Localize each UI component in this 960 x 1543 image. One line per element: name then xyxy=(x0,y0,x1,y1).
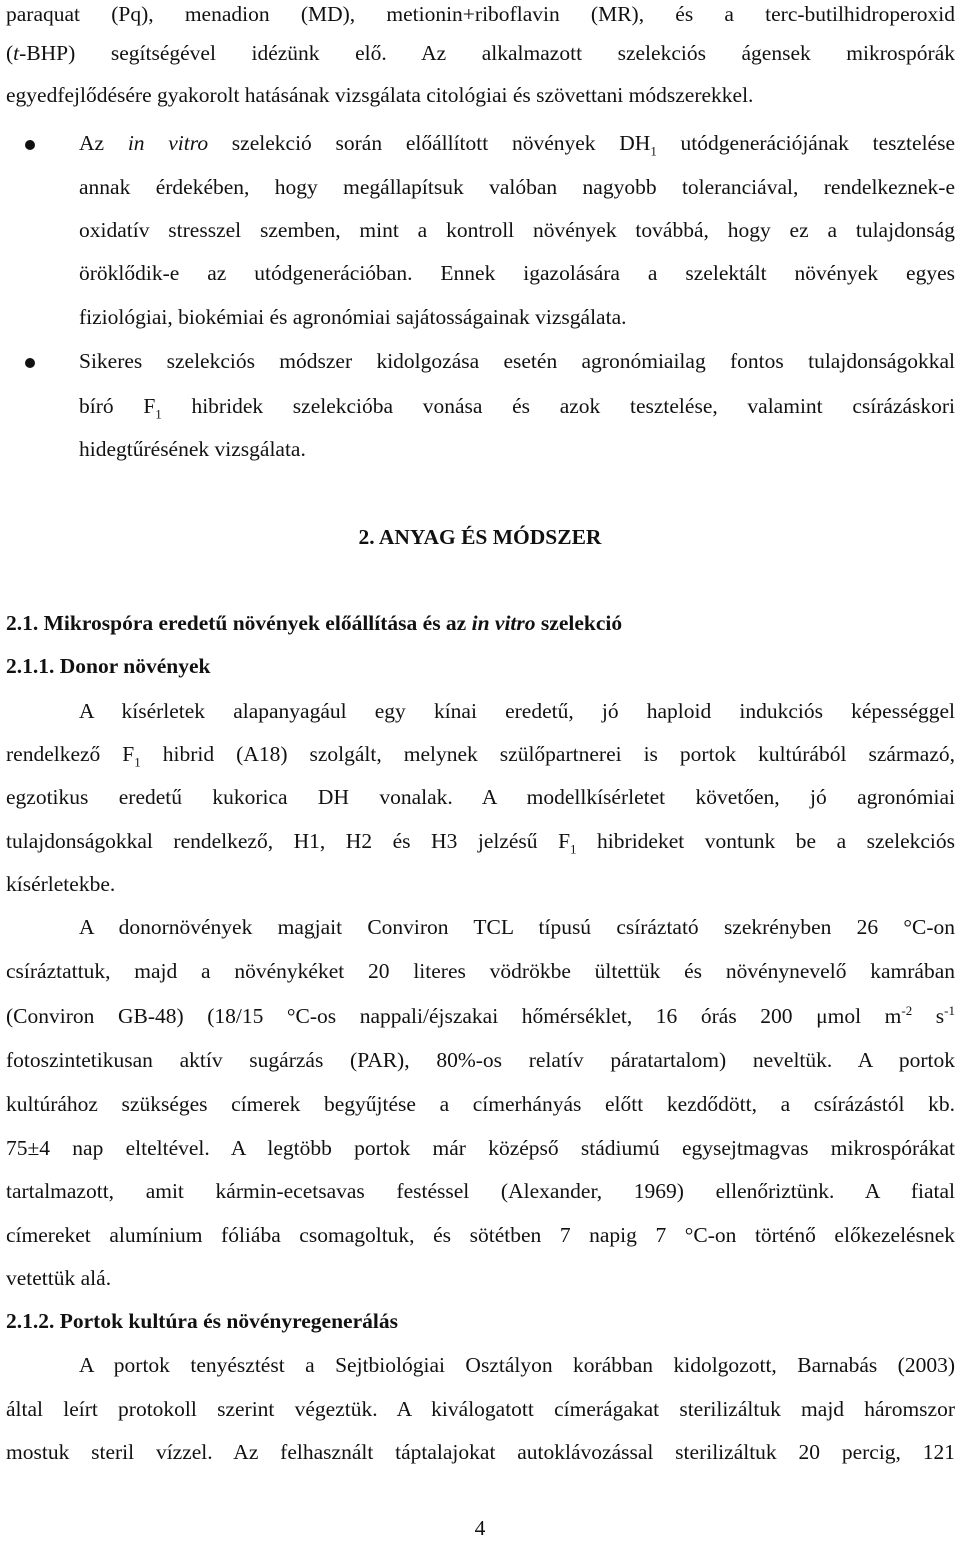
bullet1-line-3: oxidatív stresszel szemben, mint a kontroll növények továbbá, hogy ez a tulajdonság xyxy=(79,218,955,242)
para1-line-5: kísérletekbe. xyxy=(6,872,116,896)
para1-line-4: tulajdonságokkal rendelkező, H1, H2 és H3 jelzésű $F_1$ hibrideket vontunk be a szelekciós xyxy=(6,829,955,857)
para2-line-8: címereket alumínium fóliába csomagoltuk, és sötétben 7 napig 7 °C-on történő előkezelésnek xyxy=(6,1223,955,1247)
para3-line-3: mostuk steril vízzel. Az felhasznált táptalajokat autoklávozással sterilizáltuk 20 percig, 121 xyxy=(6,1440,955,1464)
bullet-dot xyxy=(25,140,35,150)
para1-line-1: A kísérletek alapanyagául egy kínai eredetű, jó haploid indukciós képességgel xyxy=(79,699,955,723)
bullet2-line-1: Sikeres szelekciós módszer kidolgozása esetén agronómiailag fontos tulajdonságokkal xyxy=(79,349,955,373)
subsubsection-title-anther-culture: 2.1.2. Portok kultúra és növényregenerálás xyxy=(6,1309,398,1333)
para2-line-1: A donornövények magjait Conviron TCL típusú csíráztató szekrényben 26 °C-on xyxy=(79,915,955,939)
bullet1-line-2: annak érdekében, hogy megállapítsuk valóban nagyobb toleranciával, rendelkeznek-e xyxy=(79,175,955,199)
bullet2-line-3: hidegtűrésének vizsgálata. xyxy=(79,437,306,461)
intro-line-3: egyedfejlődésére gyakorolt hatásának vizsgálata citológiai és szövettani módszerekkel. xyxy=(6,83,754,107)
bullet1-line-1: Az in vitro szelekció során előállított növények $DH_1$ utódgenerációjának tesztelése xyxy=(79,131,955,159)
para1-line-3: egzotikus eredetű kukorica DH vonalak. A modellkísérletet követően, jó agronómiai xyxy=(6,785,955,809)
bullet1-line-4: öröklődik-e az utódgenerációban. Ennek igazolására a szelektált növények egyes xyxy=(79,261,955,285)
subsubsection-title-donor: 2.1.1. Donor növények xyxy=(6,654,211,678)
para2-line-2: csíráztattuk, majd a növénykéket 20 literes vödrökbe ültettük és növénynevelő kamrában xyxy=(6,959,955,983)
para2-line-6: 75±4 nap elteltével. A legtöbb portok már középső stádiumú egysejtmagvas mikrospórákat xyxy=(6,1136,955,1160)
para1-line-2: rendelkező $F_1$ hibrid (A18) szolgált, melynek szülőpartnerei is portok kultúrából származó, xyxy=(6,742,956,770)
page-number: 4 xyxy=(474,1516,486,1540)
para3-line-2: által leírt protokoll szerint végeztük. A kiválogatott címerágakat sterilizáltuk majd háromszor xyxy=(6,1397,955,1421)
intro-line-1: paraquat (Pq), menadion (MD), metionin+riboflavin (MR), és a terc-butilhidroperoxid xyxy=(6,2,955,26)
para3-line-1: A portok tenyésztést a Sejtbiológiai Osztályon korábban kidolgozott, Barnabás (2003) xyxy=(79,1353,955,1377)
para2-line-4: fotoszintetikusan aktív sugárzás (PAR), 80%-os relatív páratartalom) neveltük. A portok xyxy=(6,1048,955,1072)
para2-line-9: vetettük alá. xyxy=(6,1266,112,1290)
section-title: 2. ANYAG ÉS MÓDSZER xyxy=(358,525,602,549)
bullet2-line-2: bíró $F_1$ hibridek szelekcióba vonása és azok tesztelése, valamint csírázáskori xyxy=(79,394,955,422)
bullet1-line-5: fiziológiai, biokémiai és agronómiai sajátosságainak vizsgálata. xyxy=(79,305,627,329)
subsection-title: 2.1. Mikrospóra eredetű növények előállítása és az in vitro szelekció xyxy=(6,611,623,635)
para2-line-3: (Conviron GB-48) (18/15 °C-os nappali/éjszakai hőmérséklet, 16 órás 200 μmol $m^{-2}$ $s^{-1}$ xyxy=(6,1002,956,1028)
para2-line-7: tartalmazott, amit kármin-ecetsavas festéssel (Alexander, 1969) ellenőriztünk. A fiatal xyxy=(6,1179,955,1203)
para2-line-5: kultúrához szükséges címerek begyűjtése a címerhányás előtt kezdődött, a csírázástól kb. xyxy=(6,1092,955,1116)
intro-line-2: (t-BHP) segítségével idézünk elő. Az alkalmazott szelekciós ágensek mikrospórák xyxy=(6,41,955,65)
bullet-dot xyxy=(25,358,35,368)
